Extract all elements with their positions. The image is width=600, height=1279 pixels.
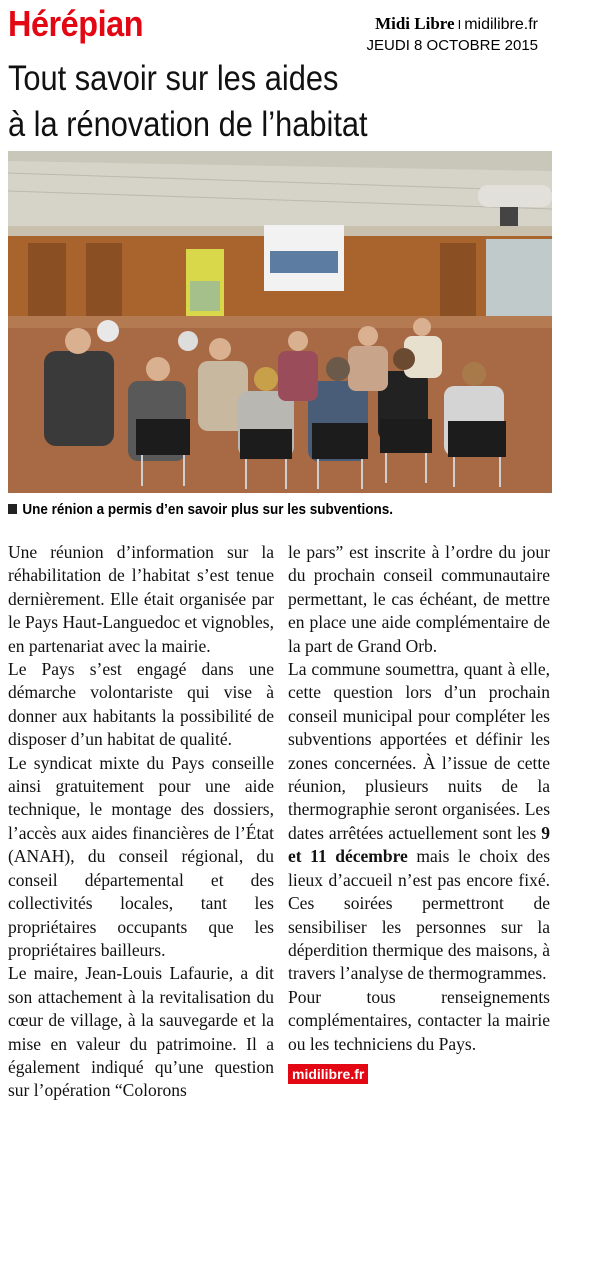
paper-line (367, 14, 538, 35)
photo-caption (8, 500, 393, 520)
paper-separator: I (457, 17, 462, 32)
paper-name: Midi Libre (375, 14, 455, 33)
paragraph-3: Le syndicat mixte du Pays conseille ainsi gratuitement pour une aide technique, le montage des dossiers, l’accès aux aides financières de l’État (ANAH), du conseil régional, du conseil départemental et des collectivités locales, tant les propriétaires occupants que les propriétaires bailleurs. (8, 752, 274, 960)
dates-highlight: 9 et 11 décembre (288, 822, 550, 867)
paragraph-5 (288, 658, 550, 986)
headline-line-1: Tout savoir sur les aides (8, 59, 339, 98)
caption-text: Une rénion a permis d’en savoir plus sur les subventions. (22, 501, 394, 518)
headline (8, 56, 368, 148)
paragraph-5-start: La commune soumettra, quant à elle, cette question lors d’un prochain conseil municipal pour compléter les subventions apportées et définir les zones concernées. À l’issue de cette réunion, plusieurs nuits de la thermographie seront organisées. Les dates arrêtées actuellement sont les (288, 659, 550, 843)
paragraph-2: Le Pays s’est engagé dans une démarche volontariste qui vise à donner aux habitants la possibilité de disposer d’un habitat de qualité. (8, 659, 274, 750)
publication-date: JEUDI 8 OCTOBRE 2015 (366, 37, 538, 54)
paragraph-4-continued: le pars” est inscrite à l’ordre du jour du prochain conseil communautaire permettant, le cas échéant, de mettre en place une aide complémentaire de la part de Grand Orb. (288, 542, 550, 656)
article-photo (8, 151, 552, 493)
paragraph-6: Pour tous renseignements complémentaires, contacter la mairie ou les techniciens du Pays. (288, 986, 550, 1054)
paper-site: midilibre.fr (464, 16, 538, 33)
paragraph-5-end: mais le choix des lieux d’accueil n’est pas encore fixé. Ces soirées permettront de sensibiliser les personnes sur la déperdition thermique des maisons, à travers l’analyse de thermogrammes. (288, 846, 551, 984)
article-column-2 (288, 541, 550, 1085)
article-column-1 (8, 541, 274, 1103)
paragraph-1: Une réunion d’information sur la réhabilitation de l’habitat s’est tenue dernièrement. Elle était organisée par le Pays Haut-Languedoc et vignobles, en partenariat avec la mairie. (8, 542, 274, 656)
masthead (367, 14, 538, 55)
meeting-photo (8, 151, 552, 493)
midilibre-badge[interactable]: midilibre.fr (288, 1064, 368, 1084)
paragraph-4: Le maire, Jean-Louis Lafaurie, a dit son attachement à la revitalisation du cœur de village, à la sauvegarde et la mise en valeur du patrimoine. Il a également indiqué qu’une question sur l’opération “Colorons (8, 963, 274, 1101)
town-name: Hérépian (8, 3, 144, 44)
headline-line-2: à la rénovation de l’habitat (8, 105, 368, 144)
caption-square-icon (8, 504, 17, 514)
